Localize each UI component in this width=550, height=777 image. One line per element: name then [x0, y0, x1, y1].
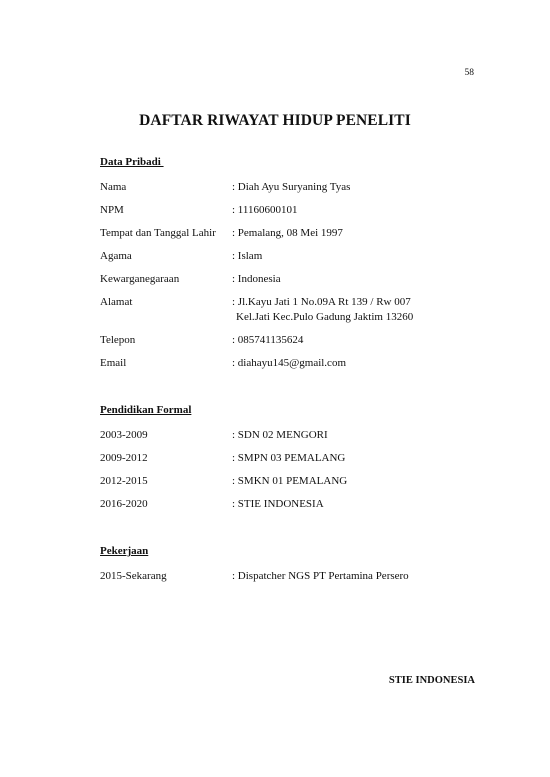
row-value: : 085741135624 — [232, 334, 304, 346]
row-label: Nama — [100, 181, 127, 193]
row-label: NPM — [100, 204, 124, 216]
row-label: Alamat — [100, 296, 133, 308]
page-title: DAFTAR RIWAYAT HIDUP PENELITI — [139, 112, 411, 129]
row-value-line-2: Kel.Jati Kec.Pulo Gadung Jaktim 13260 — [236, 311, 414, 323]
row-value: : Indonesia — [232, 273, 281, 285]
row-label: Tempat dan Tanggal Lahir — [100, 227, 216, 239]
row-value: : Jl.Kayu Jati 1 No.09A Rt 139 / Rw 007 — [232, 296, 411, 308]
row-value: : Dispatcher NGS PT Pertamina Persero — [232, 570, 409, 582]
section-heading-pendidikan-formal: Pendidikan Formal — [100, 404, 192, 416]
row-value: : Diah Ayu Suryaning Tyas — [232, 181, 351, 193]
row-label: Telepon — [100, 334, 136, 346]
row-value: : diahayu145@gmail.com — [232, 357, 346, 369]
row-value: : Pemalang, 08 Mei 1997 — [232, 227, 343, 239]
footer-institution: STIE INDONESIA — [388, 675, 475, 686]
row-label: 2012-2015 — [100, 475, 148, 487]
row-value: : SDN 02 MENGORI — [232, 429, 328, 441]
row-value: : Islam — [232, 250, 263, 262]
row-value: : SMPN 03 PEMALANG — [232, 452, 346, 464]
section-heading-pekerjaan: Pekerjaan — [100, 545, 149, 557]
page-number: 58 — [464, 68, 474, 78]
section-heading-data-pribadi: Data Pribadi — [100, 156, 164, 168]
row-label: Kewarganegaraan — [100, 273, 180, 285]
row-label: Agama — [100, 250, 132, 262]
row-label: 2009-2012 — [100, 452, 148, 464]
row-label: 2003-2009 — [100, 429, 148, 441]
row-label: Email — [100, 357, 127, 369]
row-value: : STIE INDONESIA — [232, 498, 324, 510]
row-value: : SMKN 01 PEMALANG — [232, 475, 348, 487]
row-value: : 11160600101 — [232, 204, 298, 216]
row-label: 2015-Sekarang — [100, 570, 167, 582]
row-label: 2016-2020 — [100, 498, 148, 510]
